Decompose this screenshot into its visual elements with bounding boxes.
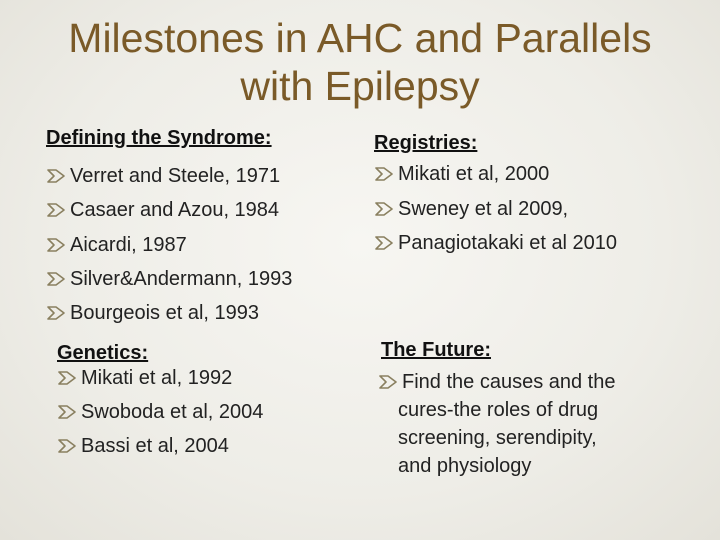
hollow-arrow-bullet-icon (46, 164, 70, 184)
list-item (374, 162, 549, 186)
list-item (374, 197, 568, 221)
list-item-line: screening, serendipity, (398, 427, 597, 449)
list-item-text: Verret and Steele, 1971 (70, 165, 281, 187)
list-item-text (398, 370, 616, 478)
list-item (46, 164, 280, 188)
list-item (46, 233, 187, 257)
list-item (46, 198, 279, 222)
list-item (57, 434, 229, 458)
hollow-arrow-bullet-icon (378, 370, 402, 390)
section-heading: The Future: (381, 339, 491, 361)
hollow-arrow-bullet-icon (374, 231, 398, 251)
hollow-arrow-bullet-icon (374, 197, 398, 217)
list-item (46, 267, 292, 291)
section-defining-syndrome (46, 126, 366, 326)
list-item-text: Panagiotakaki et al 2010 (398, 232, 618, 254)
list-item-text: Aicardi, 1987 (70, 234, 187, 256)
list-item-line: cures-the roles of drug (398, 399, 599, 421)
list-item-text: Casaer and Azou, 1984 (70, 199, 280, 221)
list-item (57, 366, 232, 390)
list-item-text: Mikati et al, 2000 (398, 163, 550, 185)
slide-title-line-1: Milestones in AHC and Parallels (68, 15, 652, 61)
list-item (374, 231, 617, 255)
hollow-arrow-bullet-icon (57, 434, 81, 454)
section-heading: Genetics: (57, 342, 149, 364)
list-item-text: Bassi et al, 2004 (81, 435, 229, 457)
section-future (381, 338, 701, 488)
slide-title (0, 14, 720, 110)
section-registries (374, 131, 694, 261)
section-heading: Registries: (374, 132, 478, 154)
hollow-arrow-bullet-icon (46, 198, 70, 218)
hollow-arrow-bullet-icon (57, 366, 81, 386)
list-item-text: Sweney et al 2009, (398, 198, 569, 220)
hollow-arrow-bullet-icon (46, 301, 70, 321)
list-item (57, 400, 263, 424)
hollow-arrow-bullet-icon (57, 400, 81, 420)
list-item-text: Silver&Andermann, 1993 (70, 268, 293, 290)
hollow-arrow-bullet-icon (374, 162, 398, 182)
list-item-line: and physiology (398, 455, 532, 477)
hollow-arrow-bullet-icon (46, 267, 70, 287)
list-item-line: Find the causes and the (402, 371, 616, 393)
slide-title-line-2: with Epilepsy (240, 63, 480, 109)
list-item-text: Mikati et al, 1992 (81, 367, 233, 389)
list-item-text: Swoboda et al, 2004 (81, 401, 264, 423)
list-item (46, 301, 259, 325)
list-item (378, 370, 615, 478)
hollow-arrow-bullet-icon (46, 233, 70, 253)
list-item-text: Bourgeois et al, 1993 (70, 302, 260, 324)
section-heading: Defining the Syndrome: (46, 127, 272, 149)
section-genetics (57, 341, 357, 461)
